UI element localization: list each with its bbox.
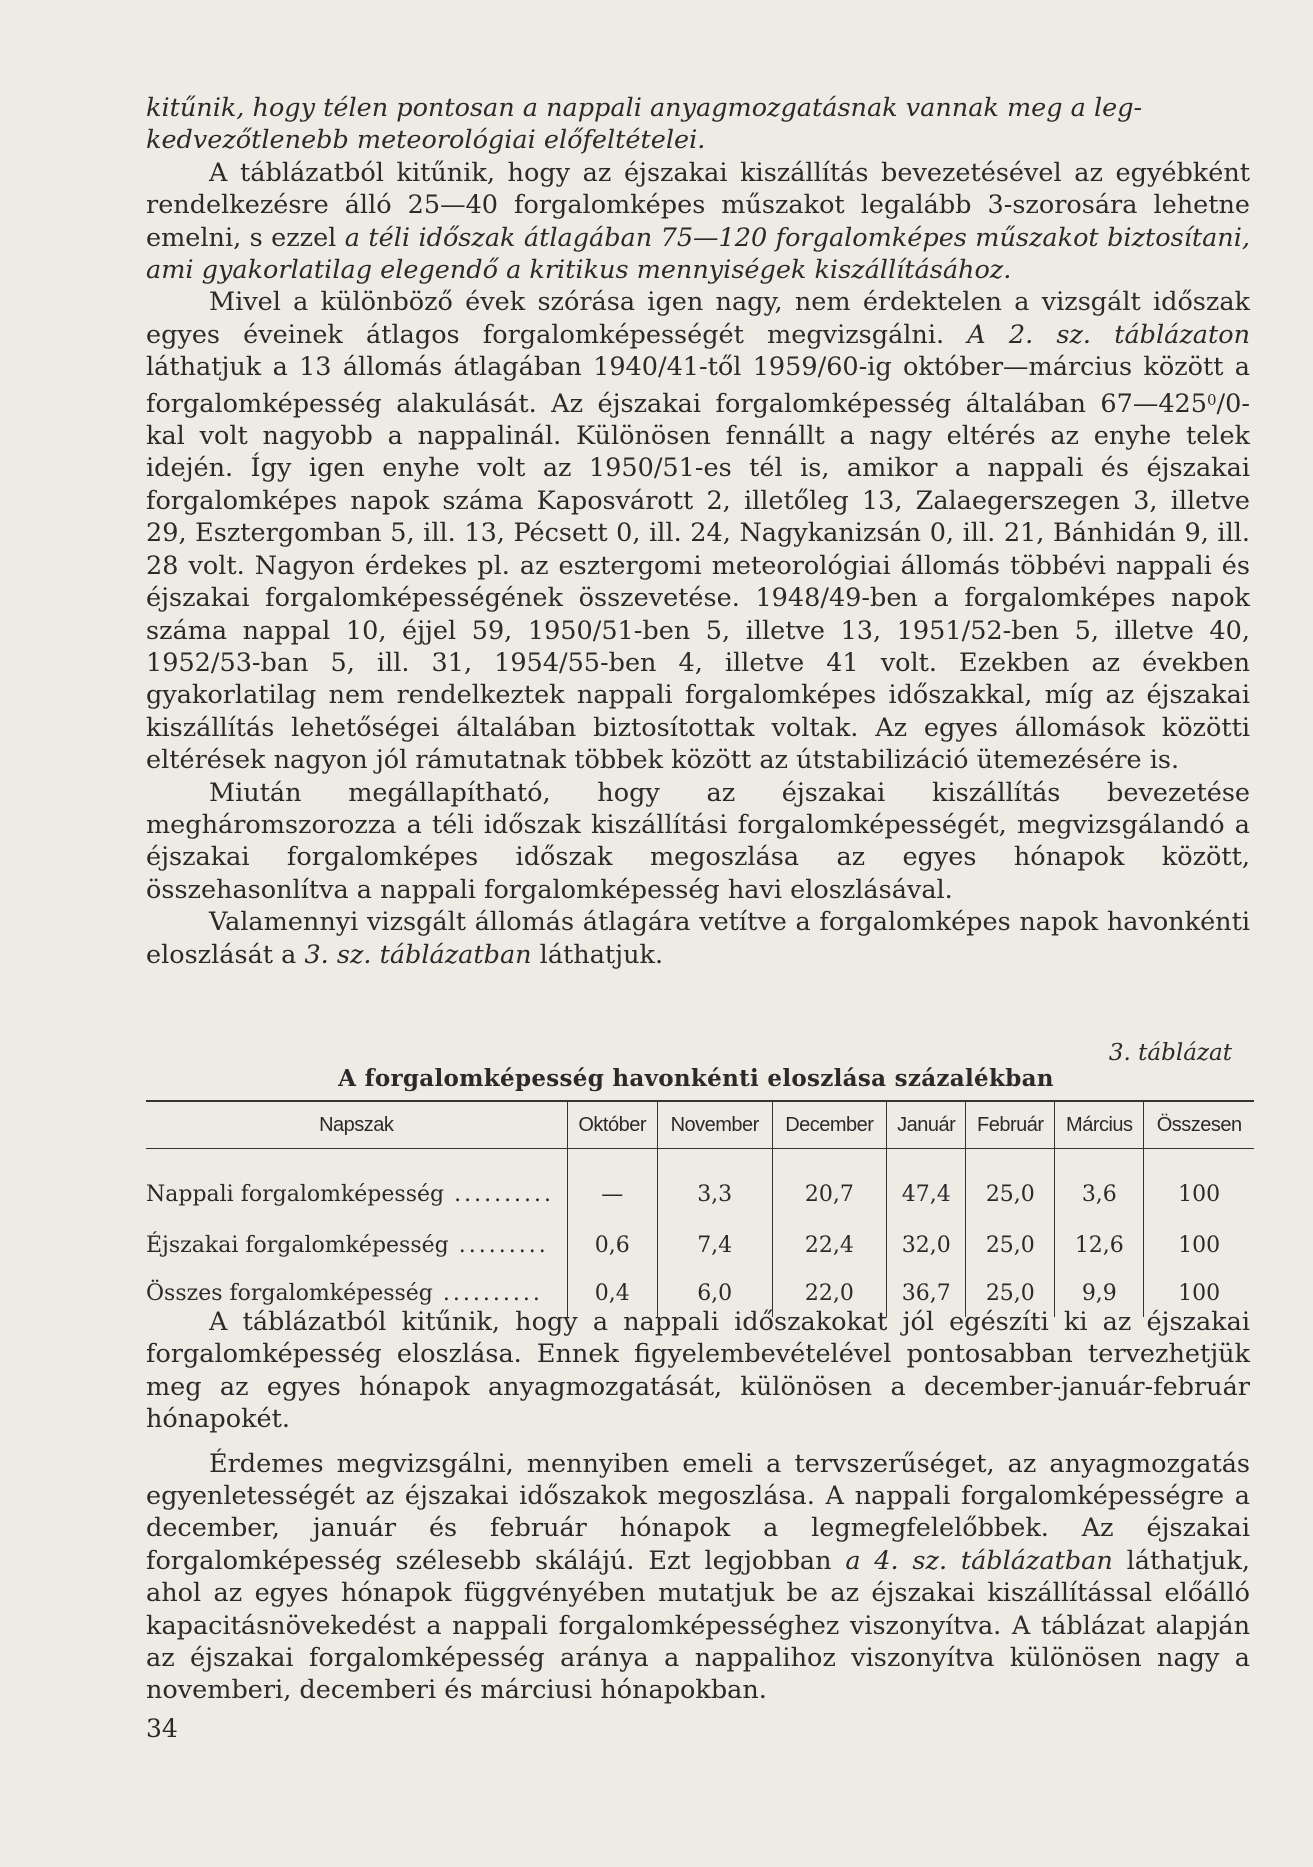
paragraph: A táblázatból kitűnik, hogy a nappali időszakokat jól egészíti ki az éjszakai forgalomképesség eloszlása. Ennek figyelembevételével pontosabban tervezhetjük meg az egyes hónapok anyagmozgatását, különösen a december-január-február hónapokét.	[146, 1307, 1250, 1435]
table-cell: 9,9	[1055, 1269, 1144, 1317]
table-cell: 100	[1144, 1149, 1254, 1222]
table-row	[146, 1221, 1254, 1269]
paragraph: Valamennyi vizsgált állomás átlagára vetítve a forgalomképes napok havonkénti eloszlását a 3. sz. táblázatban láthatjuk.	[146, 907, 1250, 970]
column-header: Napszak	[146, 1101, 567, 1149]
paragraph: A táblázatból kitűnik, hogy az éjszakai kiszállítás bevezetésével az egyébként rendelkezésre álló 25—40 forgalomképes műszakot legalább 3-szorosára lehetne emelni, s ezzel a téli időszak átlagában 75—120 forgalomképes műszakot biztosítani, ami gyakorlatilag elegendő a kritikus mennyiségek kiszállításához.	[146, 157, 1250, 286]
italic-text: kedvezőtlenebb meteorológiai előfeltételei.	[146, 125, 706, 156]
table-cell: 32,0	[887, 1221, 966, 1269]
paragraph: Mivel a különböző évek szórása igen nagy, nem érdektelen a vizsgált időszak egyes éveinek átlagos forgalomképességét megvizsgálni. A 2. sz. táblázaton láthatjuk a 13 állomás átlagában 1940/41-től 1959/60-ig október—március között a forgalomképesség alakulását. Az éjszakai forgalomképesség általában $67—425^0/0$-kal volt nagyobb a nappalinál. Különösen fennállt a nagy eltérés az enyhe telek idején. Így igen enyhe volt az 1950/51-es tél is, amikor a nappali és éjszakai forgalomképes napok száma Kaposvárott 2, illetőleg 13, Zalaegerszegen 3, illetve 29, Esztergomban 5, ill. 13, Pécsett 0, ill. 24, Nagykanizsán 0, ill. 21, Bánhidán 9, ill. 28 volt. Nagyon érdekes pl. az esztergomi meteorológiai állomás többévi nappali és éjszakai forgalomképességének összevetése. 1948/49-ben a forgalomképes napok száma nappal 10, éjjel 59, 1950/51-ben 5, illetve 13, 1951/52-ben 5, illetve 40, 1952/53-ban 5, ill. 31, 1954/55-ben 4, illetve 41 volt. Ezekben az években gyakorlatilag nem rendelkeztek nappali forgalomképes időszakkal, míg az éjszakai kiszállítás lehetőségei általában biztosítottak voltak. Az egyes állomások közötti eltérések nagyon jól rámutatnak többek között az útstabilizáció ütemezésére is.	[146, 287, 1250, 776]
table-cell: 100	[1144, 1221, 1254, 1269]
table-header-row	[146, 1101, 1254, 1149]
table-cell: 25,0	[966, 1269, 1055, 1317]
column-header: December	[772, 1101, 887, 1149]
table-cell: 36,7	[887, 1269, 966, 1317]
table-cell: 12,6	[1055, 1221, 1144, 1269]
table-cell: 7,4	[657, 1221, 772, 1269]
italic-text: a téli időszak átlagában 75—120 forgalomképes műszakot biztosítani, ami gyakorlatilag elegendő a kritikus mennyiségek kiszállításához.	[146, 222, 1250, 286]
page-number: 34	[146, 1714, 178, 1743]
italic-text: 3. sz. táblázatban	[304, 939, 532, 970]
table-cell: —	[567, 1149, 657, 1222]
italic-text: a 4. sz. táblázatban	[845, 1545, 1113, 1576]
table-cell: 3,6	[1055, 1149, 1144, 1222]
paragraph: Miután megállapítható, hogy az éjszakai kiszállítás bevezetése megháromszorozza a téli időszak kiszállítási forgalomképességét, megvizsgálandó a éjszakai forgalomképes időszak megoszlása az egyes hónapok között, összehasonlítva a nappali forgalomképesség havi eloszlásával.	[146, 777, 1250, 905]
table-title: A forgalomképesség havonkénti eloszlása százalékban	[338, 1065, 1054, 1092]
column-header: Március	[1055, 1101, 1144, 1149]
table-label: 3. táblázat	[1108, 1040, 1232, 1066]
row-label: Nappali forgalomképesség ..........	[146, 1181, 555, 1207]
row-label: Összes forgalomképesség ..........	[146, 1280, 543, 1306]
italic-text: A 2. sz. táblázaton	[967, 319, 1250, 350]
table-cell: 100	[1144, 1269, 1254, 1317]
column-header: November	[657, 1101, 772, 1149]
table-cell: 22,0	[772, 1269, 887, 1317]
paragraph-intro	[146, 92, 1250, 157]
column-header: Összesen	[1144, 1101, 1254, 1149]
text-lower	[146, 1306, 1250, 1707]
table-cell: 22,4	[772, 1221, 887, 1269]
table-cell: 47,4	[887, 1149, 966, 1222]
table-cell: 6,0	[657, 1269, 772, 1317]
column-header: Január	[887, 1101, 966, 1149]
column-header: Február	[966, 1101, 1055, 1149]
row-label: Éjszakai forgalomképesség .........	[146, 1232, 549, 1258]
table-cell: 20,7	[772, 1149, 887, 1222]
paragraph: Érdemes megvizsgálni, mennyiben emeli a tervszerűséget, az anyagmozgatás egyenletességét az éjszakai időszakok megoszlása. A nappali forgalomképességre a december, január és február hónapok a legmegfelelőbbek. Az éjszakai forgalomképesség szélesebb skálájú. Ezt legjobban a 4. sz. táblázatban láthatjuk, ahol az egyes hónapok függvényében mutatjuk be az éjszakai kiszállítással előálló kapacitásnövekedést a nappali forgalomképességhez viszonyítva. A táblázat alapján az éjszakai forgalomképesség aránya a nappalihoz viszonyítva különösen nagy a novemberi, decemberi és márciusi hónapokban.	[146, 1448, 1250, 1706]
data-table	[146, 1100, 1254, 1317]
table-cell: 25,0	[966, 1149, 1055, 1222]
table-cell: 0,4	[567, 1269, 657, 1317]
text-upper	[146, 92, 1250, 971]
column-header: Október	[567, 1101, 657, 1149]
table-cell: 0,6	[567, 1221, 657, 1269]
table-cell: 25,0	[966, 1221, 1055, 1269]
table-cell: 3,3	[657, 1149, 772, 1222]
table-row	[146, 1149, 1254, 1222]
italic-text: kitűnik, hogy télen pontosan a nappali anyagmozgatásnak vannak meg a leg-	[146, 93, 1143, 123]
